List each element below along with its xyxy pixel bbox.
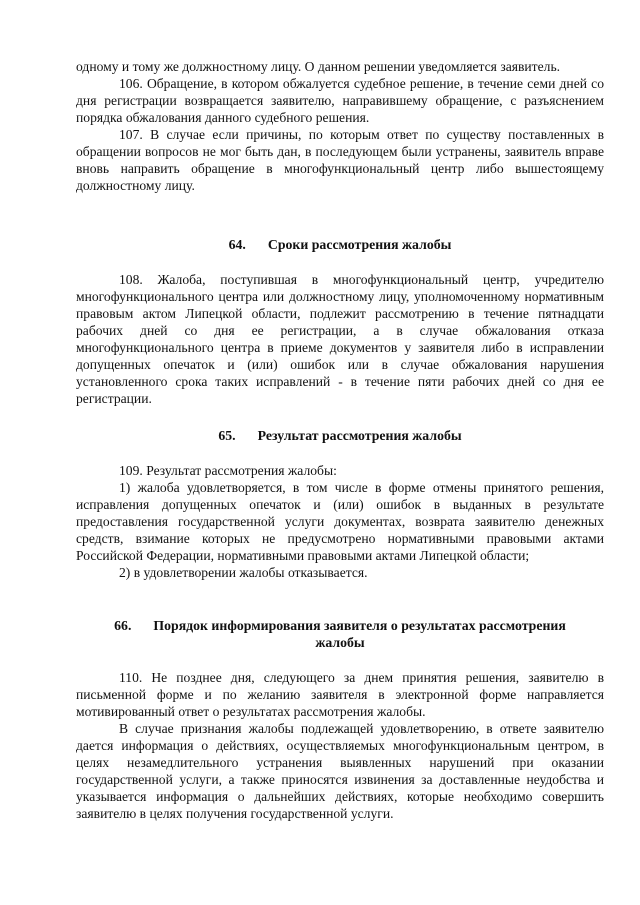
paragraph-108: 108. Жалоба, поступившая в многофункциональный центр, учредителю многофункционального центра или должностному лицу, уполномоченному нормативным правовым актом Липецкой области, подлежит рассмотрению в течение пятнадцати рабочих дней со дня ее регистрации, а в случае обжалования отказа многофункционального центра в приеме документов у заявителя либо в исправлении допущенных опечаток и (или) ошибок или в случае обжалования нарушения установленного срока таких исправлений - в течение пяти рабочих дней со дня ее регистрации. [76, 272, 604, 406]
list-item-2: 2) в удовлетворении жалобы отказывается. [119, 565, 368, 580]
section-65-heading [76, 427, 604, 444]
section-64-title: Сроки рассмотрения жалобы [267, 237, 452, 252]
paragraph-107: 107. В случае если причины, по которым ответ по существу поставленных в обращении вопросов не мог быть дан, в последующем были устранены, заявитель вправе вновь направить обращение в многофункциональный центр либо вышестоящему должностному лицу. [76, 127, 604, 193]
section-64-heading [76, 236, 604, 253]
paragraph-110-continued: В случае признания жалобы подлежащей удовлетворению, в ответе заявителю дается информация о действиях, осуществляемых многофункциональным центром, в целях незамедлительного устранения выявленных нарушений при оказании государственной услуги, а также приносятся извинения за доставленные неудобства и указывается информация о дальнейших действиях, которые необходимо совершить заявителю в целях получения государственной услуги. [76, 721, 604, 821]
top-text-block [76, 58, 604, 194]
paragraph-106: 106. Обращение, в котором обжалуется судебное решение, в течение семи дней со дня регистрации возвращается заявителю, направившему обращение, с разъяснением порядка обжалования данного судебного решения. [76, 76, 604, 125]
section-64-number: 64. [228, 237, 246, 252]
section-65-title: Результат рассмотрения жалобы [257, 428, 462, 443]
section-65-number: 65. [218, 428, 236, 443]
section-66-heading [76, 617, 604, 651]
list-item-1: 1) жалоба удовлетворяется, в том числе в форме отмены принятого решения, исправления допущенных опечаток и (или) ошибок в выданных в результате предоставления государственной услуги документах, возврата заявителю денежных средств, взимание которых не предусмотрено нормативными правовыми актами Российской Федерации, нормативными правовыми актами Липецкой области; [76, 480, 604, 563]
section-66-title-line1: Порядок информирования заявителя о результатах рассмотрения [153, 618, 566, 633]
section-66-body [76, 669, 604, 822]
paragraph-continuation: одному и тому же должностному лицу. О данном решении уведомляется заявитель. [76, 59, 561, 74]
section-64-body [76, 271, 604, 407]
section-65-body [76, 462, 604, 581]
paragraph-110: 110. Не позднее дня, следующего за днем принятия решения, заявителю в письменной форме и по желанию заявителя в электронной форме направляется мотивированный ответ о результатах рассмотрения жалобы. [76, 670, 604, 719]
paragraph-109: 109. Результат рассмотрения жалобы: [119, 463, 337, 478]
section-66-number: 66. [114, 618, 132, 633]
section-66-title-line2: жалобы [315, 635, 365, 650]
